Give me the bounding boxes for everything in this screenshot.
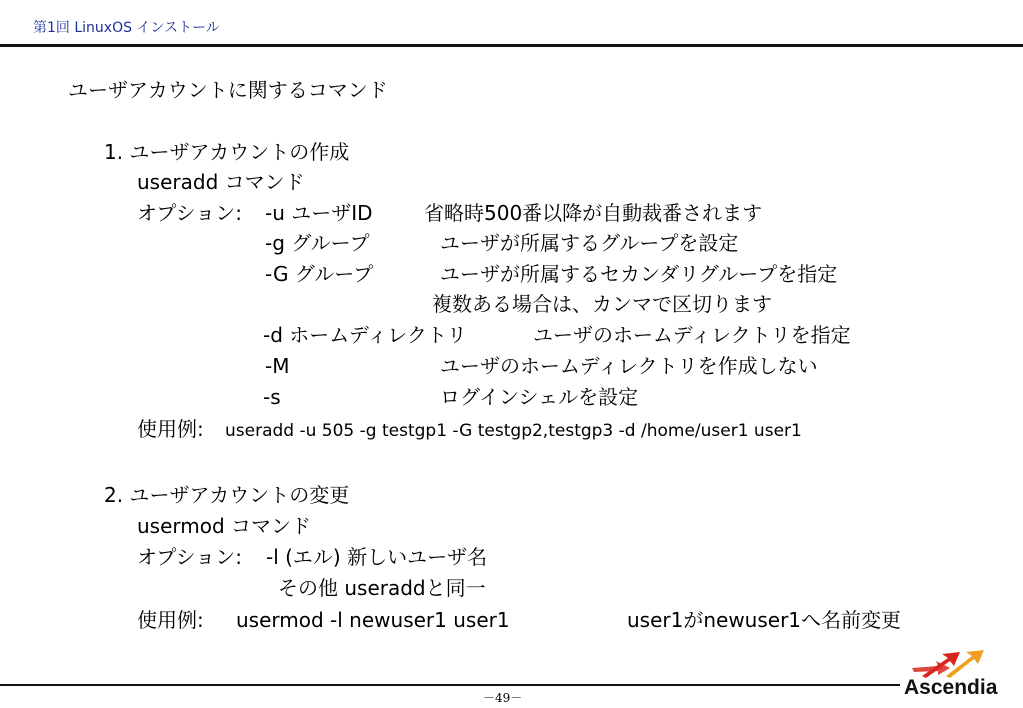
bottom-divider — [0, 684, 900, 686]
option-flag: -u ユーザID — [265, 201, 373, 225]
option-desc: ユーザが所属するグループを設定 — [440, 231, 739, 255]
option-flag: -d ホームディレクトリ — [263, 323, 467, 347]
top-divider — [0, 44, 1023, 47]
ascendia-logo — [902, 646, 1012, 704]
option-desc: ユーザのホームディレクトリを作成しない — [440, 354, 818, 378]
usermod-example-note: user1がnewuser1へ名前変更 — [627, 608, 902, 632]
page-number: －49－ — [483, 691, 523, 705]
usermod-command: usermod コマンド — [137, 514, 312, 538]
option-flag: その他 useraddと同一 — [278, 576, 486, 600]
option-flag: -G グループ — [265, 262, 374, 286]
logo-arrows-icon — [902, 646, 1012, 680]
section-title: ユーザアカウントに関するコマンド — [68, 78, 388, 102]
option-desc: ユーザが所属するセカンダリグループを指定 — [440, 262, 838, 286]
useradd-heading: 1. ユーザアカウントの作成 — [104, 140, 350, 164]
usermod-heading: 2. ユーザアカウントの変更 — [104, 483, 350, 507]
option-desc: 省略時500番以降が自動裁番されます — [424, 201, 763, 225]
option-flag: -M — [265, 354, 290, 378]
usermod-options-label: オプション: — [137, 545, 242, 569]
header-title: 第1回 LinuxOS インストール — [33, 20, 220, 36]
useradd-command: useradd コマンド — [137, 170, 305, 194]
usermod-example: usermod -l newuser1 user1 — [236, 608, 510, 632]
useradd-example: useradd -u 505 -g testgp1 -G testgp2,testgp3 -d /home/user1 user1 — [225, 421, 802, 441]
option-flag: -s — [263, 385, 281, 409]
logo-text: Ascendia — [904, 676, 998, 699]
option-flag: -l (エル) 新しいユーザ名 — [266, 545, 488, 569]
option-desc: ログインシェルを設定 — [440, 385, 639, 409]
option-desc: 複数ある場合は、カンマで区切ります — [432, 292, 772, 316]
useradd-options-label: オプション: — [137, 201, 242, 225]
option-desc: ユーザのホームディレクトリを指定 — [533, 323, 851, 347]
option-flag: -g グループ — [265, 231, 370, 255]
useradd-example-label: 使用例: — [137, 417, 204, 441]
usermod-example-label: 使用例: — [137, 608, 204, 632]
